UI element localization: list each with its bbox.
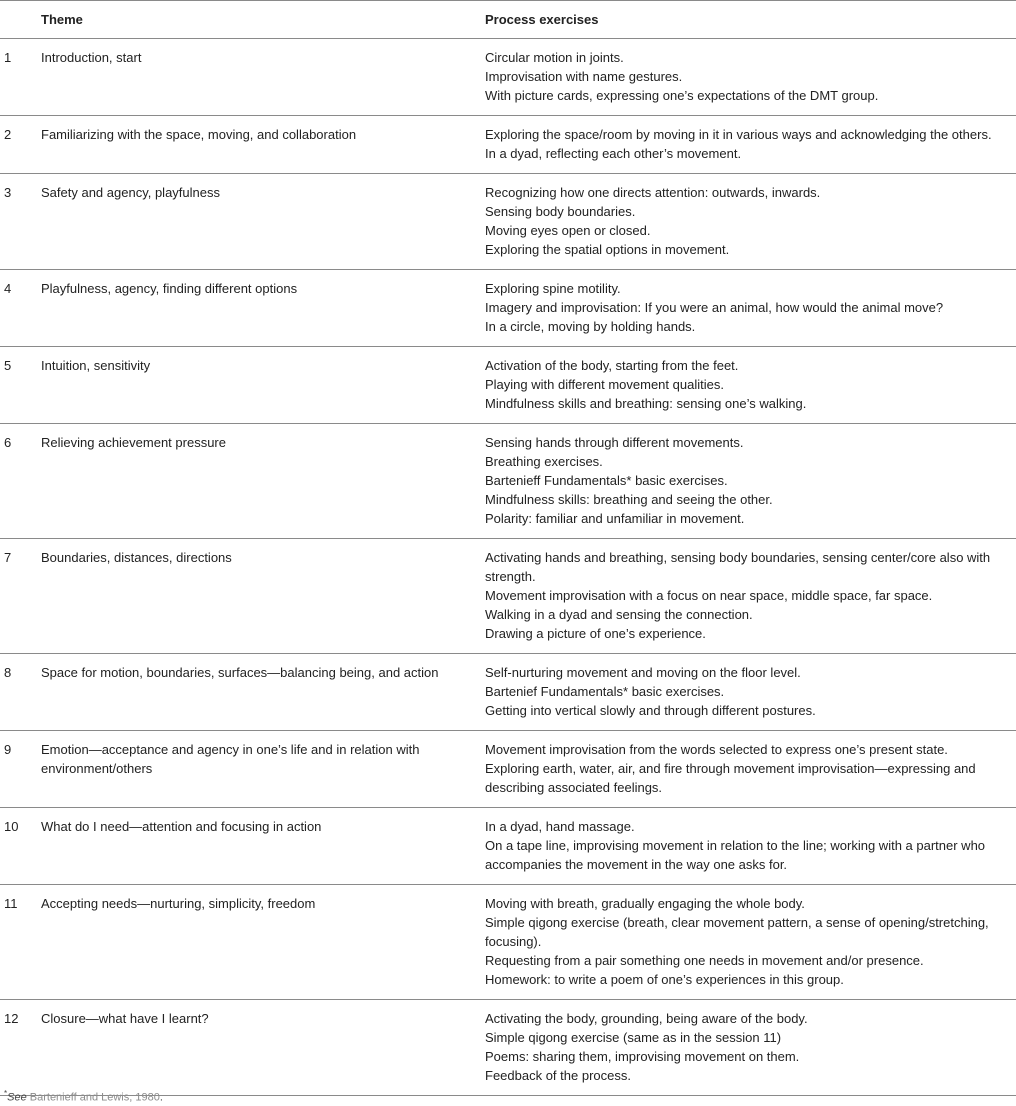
- session-exercises: [485, 39, 1016, 116]
- table-body: [0, 39, 1016, 1096]
- exercise-line: Walking in a dyad and sensing the connection.: [485, 607, 753, 622]
- exercise-line: Getting into vertical slowly and through different postures.: [485, 703, 816, 718]
- session-number: 10: [4, 819, 19, 834]
- table-row: [0, 424, 1016, 539]
- theme-header: Theme: [41, 12, 83, 27]
- session-theme: What do I need—attention and focusing in action: [41, 819, 322, 834]
- session-theme: Boundaries, distances, directions: [41, 550, 232, 565]
- exercise-line: Imagery and improvisation: If you were an animal, how would the animal move?: [485, 300, 944, 315]
- exercise-line: Bartenief Fundamentals* basic exercises.: [485, 684, 725, 699]
- table-row: [0, 270, 1016, 347]
- exercise-line: Exploring the space/room by moving in it in various ways and acknowledging the others.: [485, 127, 992, 142]
- table-row: [0, 654, 1016, 731]
- session-exercises: [485, 885, 1016, 1000]
- table-row: [0, 116, 1016, 174]
- exercise-line: Exploring the spatial options in movement.: [485, 242, 730, 257]
- exercise-line: With picture cards, expressing one’s expectations of the DMT group.: [485, 88, 879, 103]
- exercise-line: Mindfulness skills: breathing and seeing the other.: [485, 492, 773, 507]
- session-number: 7: [4, 550, 12, 565]
- exercise-line: On a tape line, improvising movement in relation to the line; working with a partner who accompanies the movement in the way one asks for.: [485, 838, 986, 872]
- session-number: 9: [4, 742, 12, 757]
- session-exercises: [485, 347, 1016, 424]
- exercise-line: Movement improvisation with a focus on near space, middle space, far space.: [485, 588, 933, 603]
- footnote-end: .: [159, 1091, 163, 1104]
- exercise-line: Requesting from a pair something one needs in movement and/or presence.: [485, 953, 924, 968]
- exercise-line: Self-nurturing movement and moving on the floor level.: [485, 665, 801, 680]
- footnote: [4, 1087, 163, 1105]
- table-row: [0, 174, 1016, 270]
- session-theme: Relieving achievement pressure: [41, 435, 226, 450]
- table-row: [0, 885, 1016, 1000]
- session-number: 2: [4, 127, 12, 142]
- exercise-line: Moving eyes open or closed.: [485, 223, 651, 238]
- exercise-line: In a circle, moving by holding hands.: [485, 319, 696, 334]
- exercise-line: Sensing hands through different movements.: [485, 435, 744, 450]
- exercise-line: Activation of the body, starting from the feet.: [485, 358, 739, 373]
- exercise-line: Drawing a picture of one’s experience.: [485, 626, 706, 641]
- footnote-see: See: [7, 1091, 27, 1104]
- table-row: [0, 539, 1016, 654]
- session-theme: Space for motion, boundaries, surfaces—balancing being, and action: [41, 665, 439, 680]
- session-theme: Intuition, sensitivity: [41, 358, 151, 373]
- session-theme: Playfulness, agency, finding different options: [41, 281, 298, 296]
- session-number: 4: [4, 281, 12, 296]
- session-theme: Safety and agency, playfulness: [41, 185, 220, 200]
- exercise-line: Exploring earth, water, air, and fire through movement improvisation—expressing and describing associated feelings.: [485, 761, 976, 795]
- exercise-line: Exploring spine motility.: [485, 281, 621, 296]
- exercise-line: Recognizing how one directs attention: outwards, inwards.: [485, 185, 821, 200]
- session-theme: Accepting needs—nurturing, simplicity, freedom: [41, 896, 316, 911]
- table-row: [0, 731, 1016, 808]
- session-exercises: [485, 424, 1016, 539]
- exercise-line: Activating the body, grounding, being aware of the body.: [485, 1011, 808, 1026]
- session-number: 8: [4, 665, 12, 680]
- exercise-line: Sensing body boundaries.: [485, 204, 636, 219]
- exercise-line: Breathing exercises.: [485, 454, 603, 469]
- session-exercises: [485, 808, 1016, 885]
- exercise-line: Poems: sharing them, improvising movement on them.: [485, 1049, 800, 1064]
- exercise-line: In a dyad, reflecting each other’s movement.: [485, 146, 742, 161]
- session-exercises: [485, 539, 1016, 654]
- exercise-line: Simple qigong exercise (breath, clear movement pattern, a sense of opening/stretching, focusing).: [485, 915, 989, 949]
- exercise-line: Playing with different movement qualities.: [485, 377, 724, 392]
- number-header: [0, 1, 41, 39]
- exercise-line: Activating hands and breathing, sensing body boundaries, sensing center/core also with strength.: [485, 550, 991, 584]
- session-exercises: [485, 116, 1016, 174]
- session-theme: Introduction, start: [41, 50, 142, 65]
- session-exercises: [485, 270, 1016, 347]
- footnote-reference[interactable]: Bartenieff and Lewis, 1980: [29, 1091, 160, 1104]
- footnote-marker: *: [4, 1089, 8, 1098]
- exercise-line: Movement improvisation from the words selected to express one’s present state.: [485, 742, 948, 757]
- exercises-header: Process exercises: [485, 12, 599, 27]
- session-exercises: [485, 174, 1016, 270]
- session-exercises: [485, 654, 1016, 731]
- exercise-line: Homework: to write a poem of one’s experiences in this group.: [485, 972, 844, 987]
- table-row: [0, 39, 1016, 116]
- exercise-line: Simple qigong exercise (same as in the session 11): [485, 1030, 782, 1045]
- session-exercises: [485, 731, 1016, 808]
- session-theme: Familiarizing with the space, moving, and collaboration: [41, 127, 357, 142]
- table-row: [0, 1000, 1016, 1096]
- table-header-row: [0, 1, 1016, 39]
- session-theme: Closure—what have I learnt?: [41, 1011, 209, 1026]
- exercise-line: Circular motion in joints.: [485, 50, 624, 65]
- table-row: [0, 808, 1016, 885]
- session-number: 11: [4, 896, 18, 911]
- exercise-line: Improvisation with name gestures.: [485, 69, 683, 84]
- table-row: [0, 347, 1016, 424]
- session-number: 12: [4, 1011, 19, 1026]
- session-number: 1: [4, 50, 12, 65]
- exercise-line: Feedback of the process.: [485, 1068, 631, 1083]
- session-number: 5: [4, 358, 12, 373]
- session-theme: Emotion—acceptance and agency in one’s life and in relation with environment/others: [41, 742, 420, 776]
- session-number: 6: [4, 435, 12, 450]
- exercise-line: Moving with breath, gradually engaging the whole body.: [485, 896, 805, 911]
- exercise-line: Mindfulness skills and breathing: sensing one’s walking.: [485, 396, 807, 411]
- exercise-line: Polarity: familiar and unfamiliar in movement.: [485, 511, 745, 526]
- exercise-line: In a dyad, hand massage.: [485, 819, 635, 834]
- session-number: 3: [4, 185, 12, 200]
- exercise-line: Bartenieff Fundamentals* basic exercises.: [485, 473, 728, 488]
- session-exercises: [485, 1000, 1016, 1096]
